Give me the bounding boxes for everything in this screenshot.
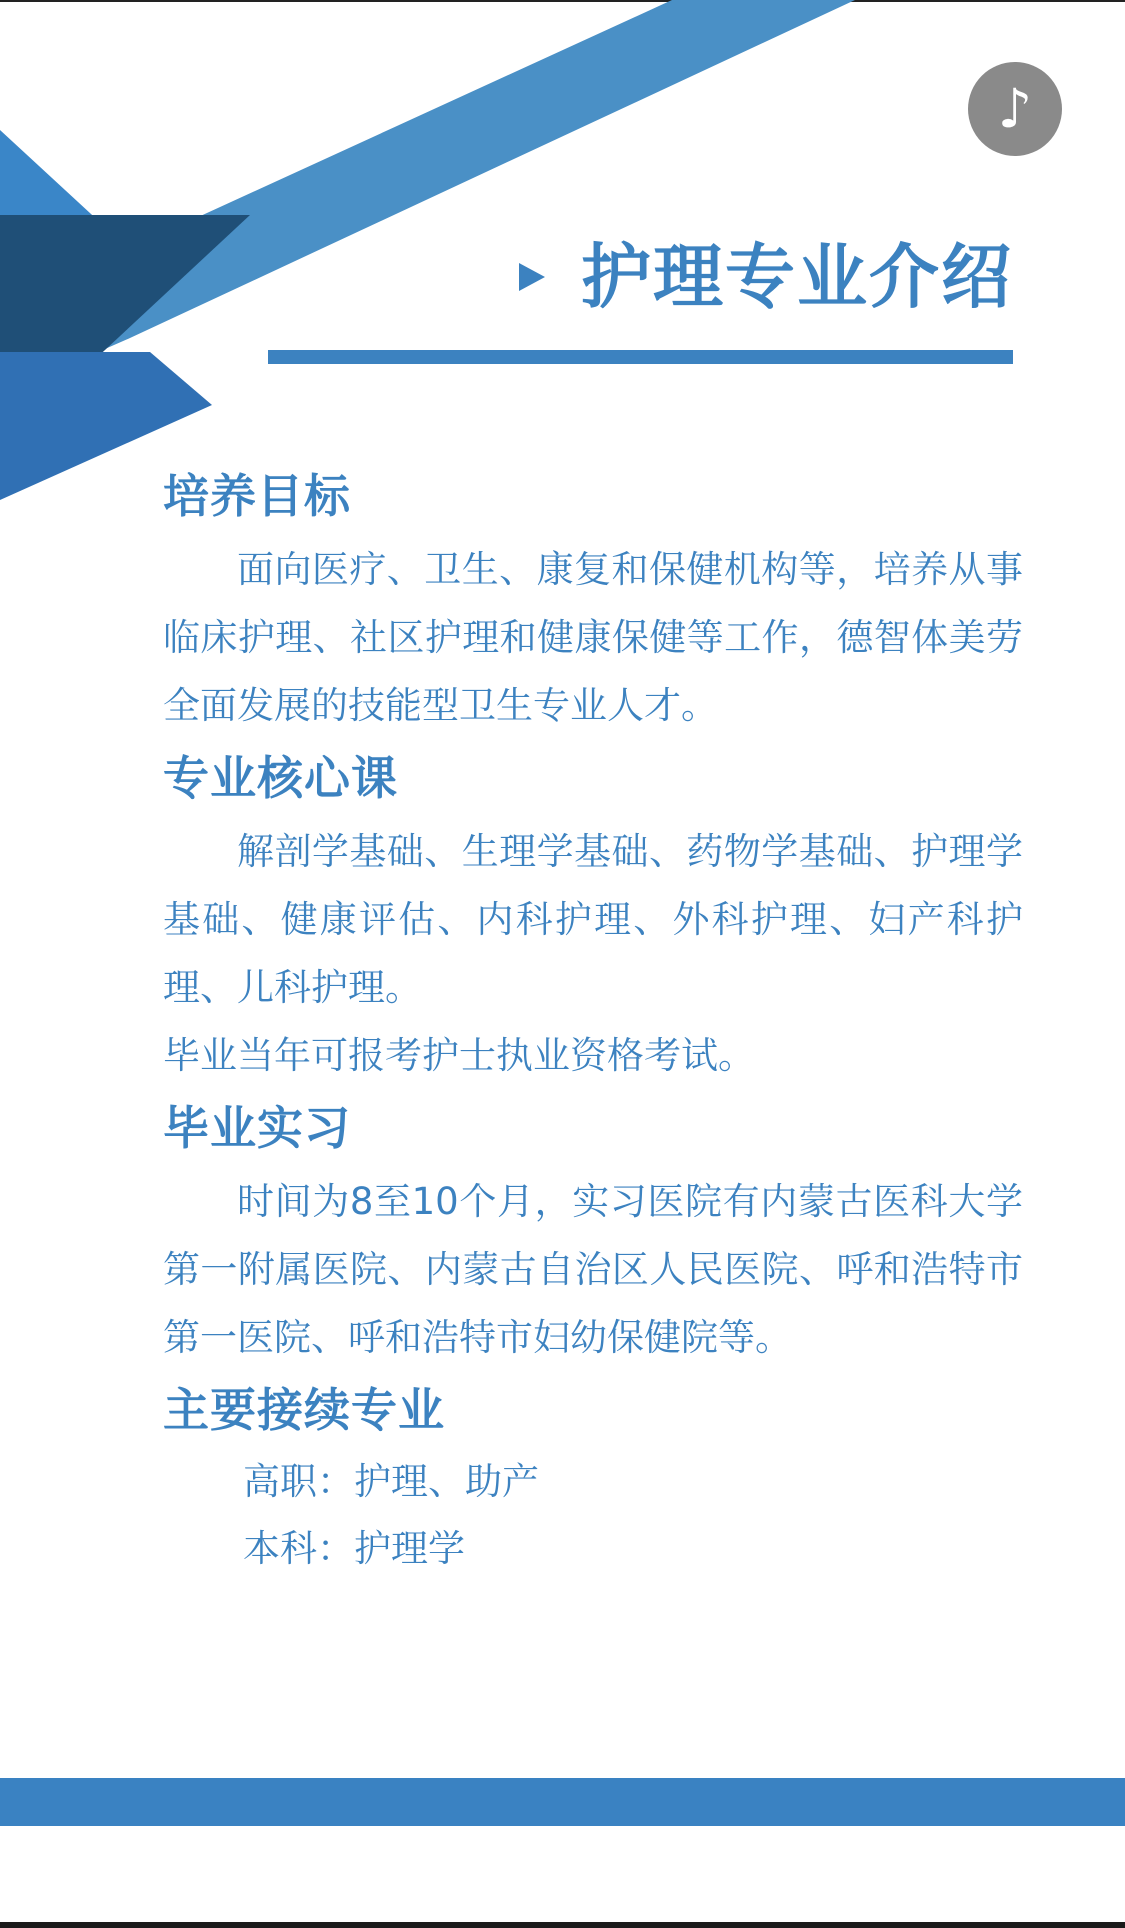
page-title: 护理专业介绍 [581,236,1013,318]
section-heading-continuation: 主要接续专业 [163,1383,445,1437]
title-underline [268,350,1013,364]
main-content [163,458,1023,1582]
list-item: 高职：护理、助产 [243,1460,539,1503]
section-heading-core: 专业核心课 [163,751,398,805]
core-paragraph: 解剖学基础、生理学基础、药物学基础、护理学基础、健康评估、内科护理、外科护理、妇产科护理、儿科护理。 [163,830,1023,1009]
internship-paragraph: 时间为8至10个月，实习医院有内蒙古医科大学第一附属医院、内蒙古自治区人民医院、呼和浩特市第一医院、呼和浩特市妇幼保健院等。 [163,1180,1023,1359]
core-note: 毕业当年可报考护士执业资格考试。 [163,1034,755,1077]
bottom-border [0,1922,1125,1928]
list-item: 本科：护理学 [243,1527,465,1570]
section-heading-goal: 培养目标 [163,469,351,523]
music-toggle-button[interactable] [968,62,1062,156]
section-heading-internship: 毕业实习 [163,1101,351,1155]
footer-band [0,1778,1125,1826]
page-header [519,232,1013,322]
diagonal-band [0,0,855,395]
goal-paragraph: 面向医疗、卫生、康复和保健机构等，培养从事临床护理、社区护理和健康保健等工作，德智体美劳全面发展的技能型卫生专业人才。 [163,548,1023,727]
play-arrow-icon [519,263,545,291]
music-note-icon: ♪ [997,77,1033,140]
